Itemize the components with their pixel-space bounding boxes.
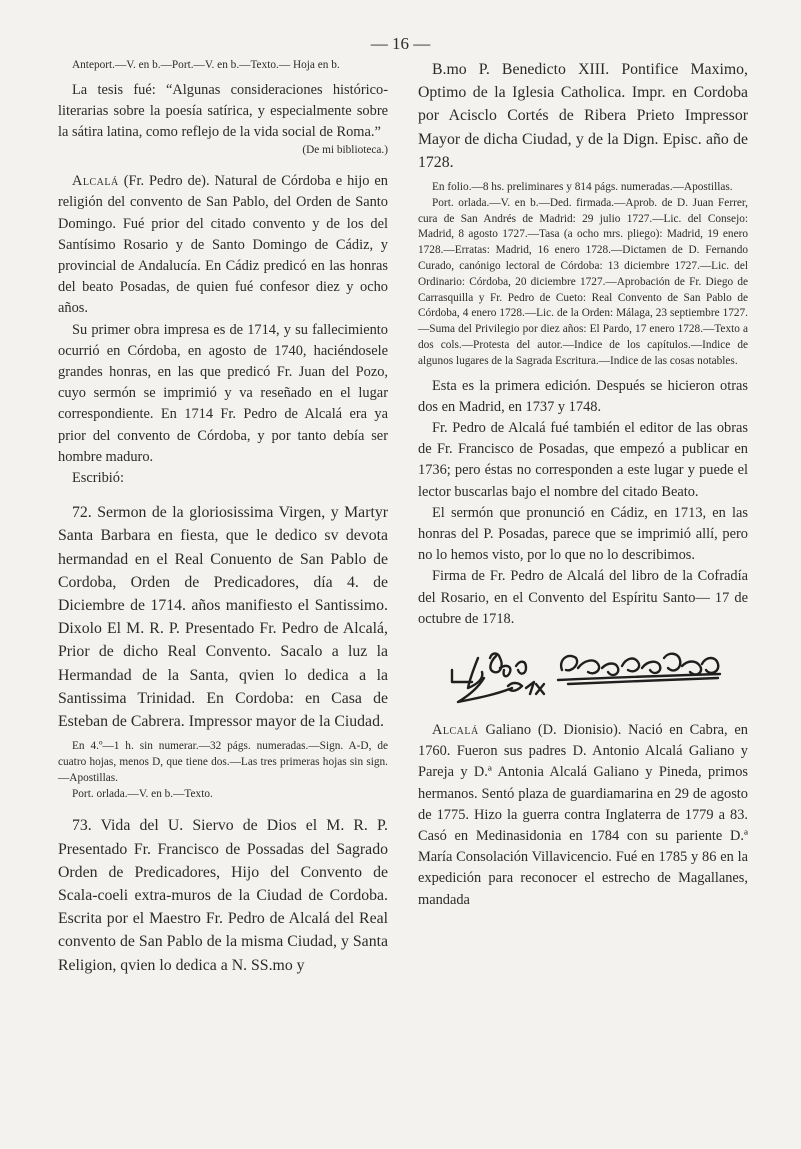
entry-73-continued: B.mo P. Benedicto XIII. Pontifice Maximo, Optimo de la Iglesia Catholica. Impr. en Cordoba por Acisclo Cortés de Ribera Prieto Impressor Mayor de dicha Ciudad, y de la Dign. Episc. año de 1728. xyxy=(418,61,748,171)
edition-note: Esta es la primera edición. Después se hicieron otras dos en Madrid, en 1737 y 1748. xyxy=(418,377,748,415)
biography-galiano-text: Galiano (D. Dionisio). Nació en Cabra, en 1760. Fueron sus padres D. Antonio Alcalá Galiano y Pareja y D.ª Antonia Alcalá Galiano y Pineda, primos hermanos. Sentó plaza de guardiamarina en 29 de agosto de 1775. Hizo la guerra contra Inglaterra de 1779 a 83. Casó en Medinasidonia en 1784 con su pariente D.ª María Consolación Villavicencio. Fué en 1785 y 86 en la expedición para reconocer el estrecho de Magallanes, mandada xyxy=(418,722,748,908)
author-name-2: Alcalá xyxy=(432,722,479,739)
editor-note: Fr. Pedro de Alcalá fué también el editor de las obras de Fr. Francisco de Posadas, que empezó a publicar en 1736; pero éstas no corresponden a este lugar y puede el lector buscarlas bajo el nombre del citado Beato. xyxy=(418,419,748,500)
left-column xyxy=(58,58,388,977)
sermon-note: El sermón que pronunció en Cádiz, en 1713, en las honras del P. Posadas, parece que se imprimió allí, pero no lo hemos visto, por lo que no lo describimos. xyxy=(418,504,748,564)
entry-73-collation: Port. orlada.—V. en b.—Ded. firmada.—Aprob. de D. Juan Ferrer, cura de San Andrés de Madrid: 29 julio 1727.—Lic. del Consejo: Madrid, 8 agosto 1727.—Tasa (a ocho mrs. pliego): Madrid, 19 enero 1728.—Erratas: Madrid, 16 enero 1728.—Dictamen de D. Fernando Curado, canónigo lectoral de Córdoba: 13 diciembre 1727.—Lic. del Ordinario: Córdoba, 20 diciembre 1727.—Aprobación de Fr. Diego de Carrasquilla y Fr. Pedro de Cueto: Real Convento de San Pablo de Córdoba, 4 enero 1728.—Lic. de la Orden: Málaga, 23 septiembre 1727.—Suma del Privilegio por diez años: El Pardo, 17 enero 1728.—Texto a dos cols.—Protesta del autor.—Indice de los capítulos.—Indice de algunos lugares de la Sagrada Escritura.—Indice de las cosas notables. xyxy=(418,196,748,367)
entry-72-collation: Port. orlada.—V. en b.—Texto. xyxy=(72,787,213,800)
entry-72-description: En 4.º—1 h. sin numerar.—32 págs. numeradas.—Sign. A-D, de cuatro hojas, menos D, que tiene dos.—Las tres primeras hojas sin sign.—Apostillas. xyxy=(58,740,388,784)
handwritten-signature xyxy=(438,638,728,716)
signature-caption: Firma de Fr. Pedro de Alcalá del libro de la Cofradía del Rosario, en el Convento del Espíritu Santo— 17 de octubre de 1718. xyxy=(418,568,748,627)
right-column xyxy=(418,58,748,911)
entry-72: 72. Sermon de la gloriosissima Virgen, y Martyr Santa Barbara en fiesta, que le dedico sv devota hermandad en el Real Conuento de San Pablo de Cordoba, Orden de Predicadores, día 4. de Diciembre de 1714. años manifiesto el Santissimo. Dixolo El M. R. P. Presentado Fr. Pedro de Alcalá, Prior de dicho Real Convento. Sacalo a luz la Hermandad de la Santa, qvien lo dedica a la Santissima Trinidad. En Cordoba: en Casa de Esteban de Cabrera. Impressor mayor de la Ciudad. xyxy=(58,504,388,731)
biography-paragraph-2: Su primer obra impresa es de 1714, y su fallecimiento ocurrió en Córdoba, en agosto de 1740, haciéndosele grandes honras, en las que predicó Fr. Juan del Pozo, cuyo sermón se imprimió y va reseñado en el lugar correspondiente. En 1714 Fr. Pedro de Alcalá era ya prior del convento de Córdoba, y por tanto debía ser hombre maduro. xyxy=(58,321,388,465)
author-name: Alcalá xyxy=(72,173,119,190)
entry-73: 73. Vida del U. Siervo de Dios el M. R. P. Presentado Fr. Francisco de Possadas del Sagrado Orden de Predicadores, Hijo del Convento de Scala-coeli extra-muros de la Ciudad de Cordoba. Escrita por el Maestro Fr. Pedro de Alcalá del Real convento de San Pablo de la misma Ciudad, y Santa Religion, qvien lo dedica a N. SS.mo y xyxy=(58,817,388,974)
biography-galiano xyxy=(418,720,748,911)
page-number: — 16 — xyxy=(370,34,431,53)
source-note: (De mi biblioteca.) xyxy=(302,144,388,157)
biography-paragraph xyxy=(58,171,388,319)
thesis-paragraph: La tesis fué: “Algunas consideraciones histórico-literarias sobre la poesía satírica, y especialmente sobre la sátira latina, como reflejo de la vida social de Roma.” xyxy=(58,81,388,141)
entry-73-description: En folio.—8 hs. preliminares y 814 págs. numeradas.—Apostillas. xyxy=(432,181,733,194)
collation-note: Anteport.—V. en b.—Port.—V. en b.—Texto.— Hoja en b. xyxy=(72,59,340,71)
wrote-label: Escribió: xyxy=(72,470,124,487)
biography-text: (Fr. Pedro de). Natural de Córdoba e hijo en religión del convento de San Pablo, del Orden de Santo Domingo. Fué prior del citado convento y de los del Santísimo Rosario y de Santo Domingo de Cádiz, y provincial de Andalucía. En Cádiz predicó en las honras del beato Posadas, de quien fué confesor diez y ocho años. xyxy=(58,173,388,317)
